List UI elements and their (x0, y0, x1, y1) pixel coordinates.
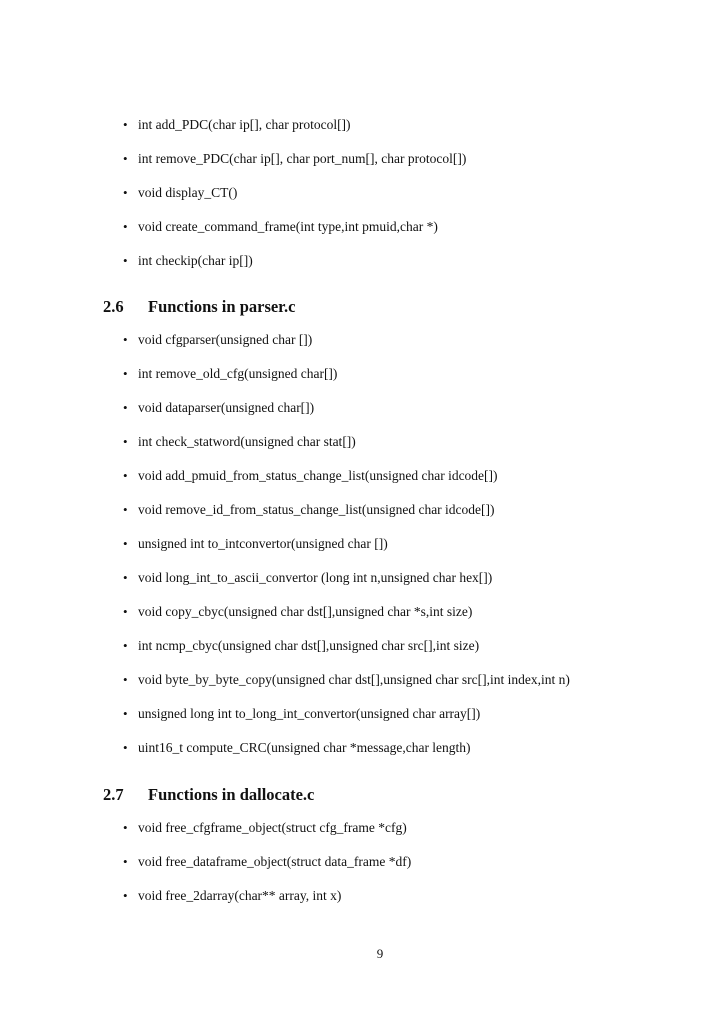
list-item-text: void cfgparser(unsigned char []) (138, 332, 313, 347)
section-number: 2.7 (103, 785, 124, 804)
section-number: 2.6 (103, 297, 124, 316)
list-item-text: int ncmp_cbyc(unsigned char dst[],unsigned char src[],int size) (138, 638, 480, 653)
list-item-text: int add_PDC(char ip[], char protocol[]) (138, 117, 351, 132)
list-item-text: void add_pmuid_from_status_change_list(unsigned char idcode[]) (138, 468, 498, 483)
list-item-text: uint16_t compute_CRC(unsigned char *message,char length) (138, 740, 471, 755)
list-item-text: int remove_old_cfg(unsigned char[]) (138, 366, 338, 381)
list-item-text: void create_command_frame(int type,int pmuid,char *) (138, 219, 438, 234)
list-item-text: void copy_cbyc(unsigned char dst[],unsigned char *s,int size) (138, 604, 473, 619)
list-item-text: void dataparser(unsigned char[]) (138, 400, 315, 415)
list-item-text: void remove_id_from_status_change_list(unsigned char idcode[]) (138, 502, 495, 517)
bullet: • (123, 888, 128, 903)
bullet: • (123, 706, 128, 721)
bullet: • (123, 502, 128, 517)
bullet: • (123, 219, 128, 234)
bullet: • (123, 854, 128, 869)
list-item-text: int check_statword(unsigned char stat[]) (138, 434, 356, 449)
page-number: 9 (376, 946, 384, 961)
bullet: • (123, 253, 128, 268)
section-title: Functions in dallocate.c (148, 785, 315, 804)
bullet: • (123, 468, 128, 483)
list-item-text: void free_2darray(char** array, int x) (138, 888, 342, 903)
bullet: • (123, 740, 128, 755)
section-title: Functions in parser.c (148, 297, 296, 316)
bullet: • (123, 117, 128, 132)
bullet: • (123, 332, 128, 347)
list-item-text: unsigned int to_intconvertor(unsigned char []) (138, 536, 388, 551)
bullet: • (123, 434, 128, 449)
bullet: • (123, 400, 128, 415)
list-item-text: void free_cfgframe_object(struct cfg_frame *cfg) (138, 820, 407, 835)
list-item-text: int remove_PDC(char ip[], char port_num[], char protocol[]) (138, 151, 467, 166)
bullet: • (123, 570, 128, 585)
list-item-text: void free_dataframe_object(struct data_frame *df) (138, 854, 412, 869)
bullet: • (123, 185, 128, 200)
bullet: • (123, 366, 128, 381)
list-item-text: int checkip(char ip[]) (138, 253, 253, 268)
bullet: • (123, 638, 128, 653)
list-item-text: unsigned long int to_long_int_convertor(unsigned char array[]) (138, 706, 481, 721)
bullet: • (123, 604, 128, 619)
list-item-text: void long_int_to_ascii_convertor (long int n,unsigned char hex[]) (138, 570, 493, 585)
list-item-text: void byte_by_byte_copy(unsigned char dst[],unsigned char src[],int index,int n) (138, 672, 570, 687)
bullet: • (123, 151, 128, 166)
list-item-text: void display_CT() (138, 185, 238, 200)
bullet: • (123, 672, 128, 687)
bullet: • (123, 536, 128, 551)
bullet: • (123, 820, 128, 835)
